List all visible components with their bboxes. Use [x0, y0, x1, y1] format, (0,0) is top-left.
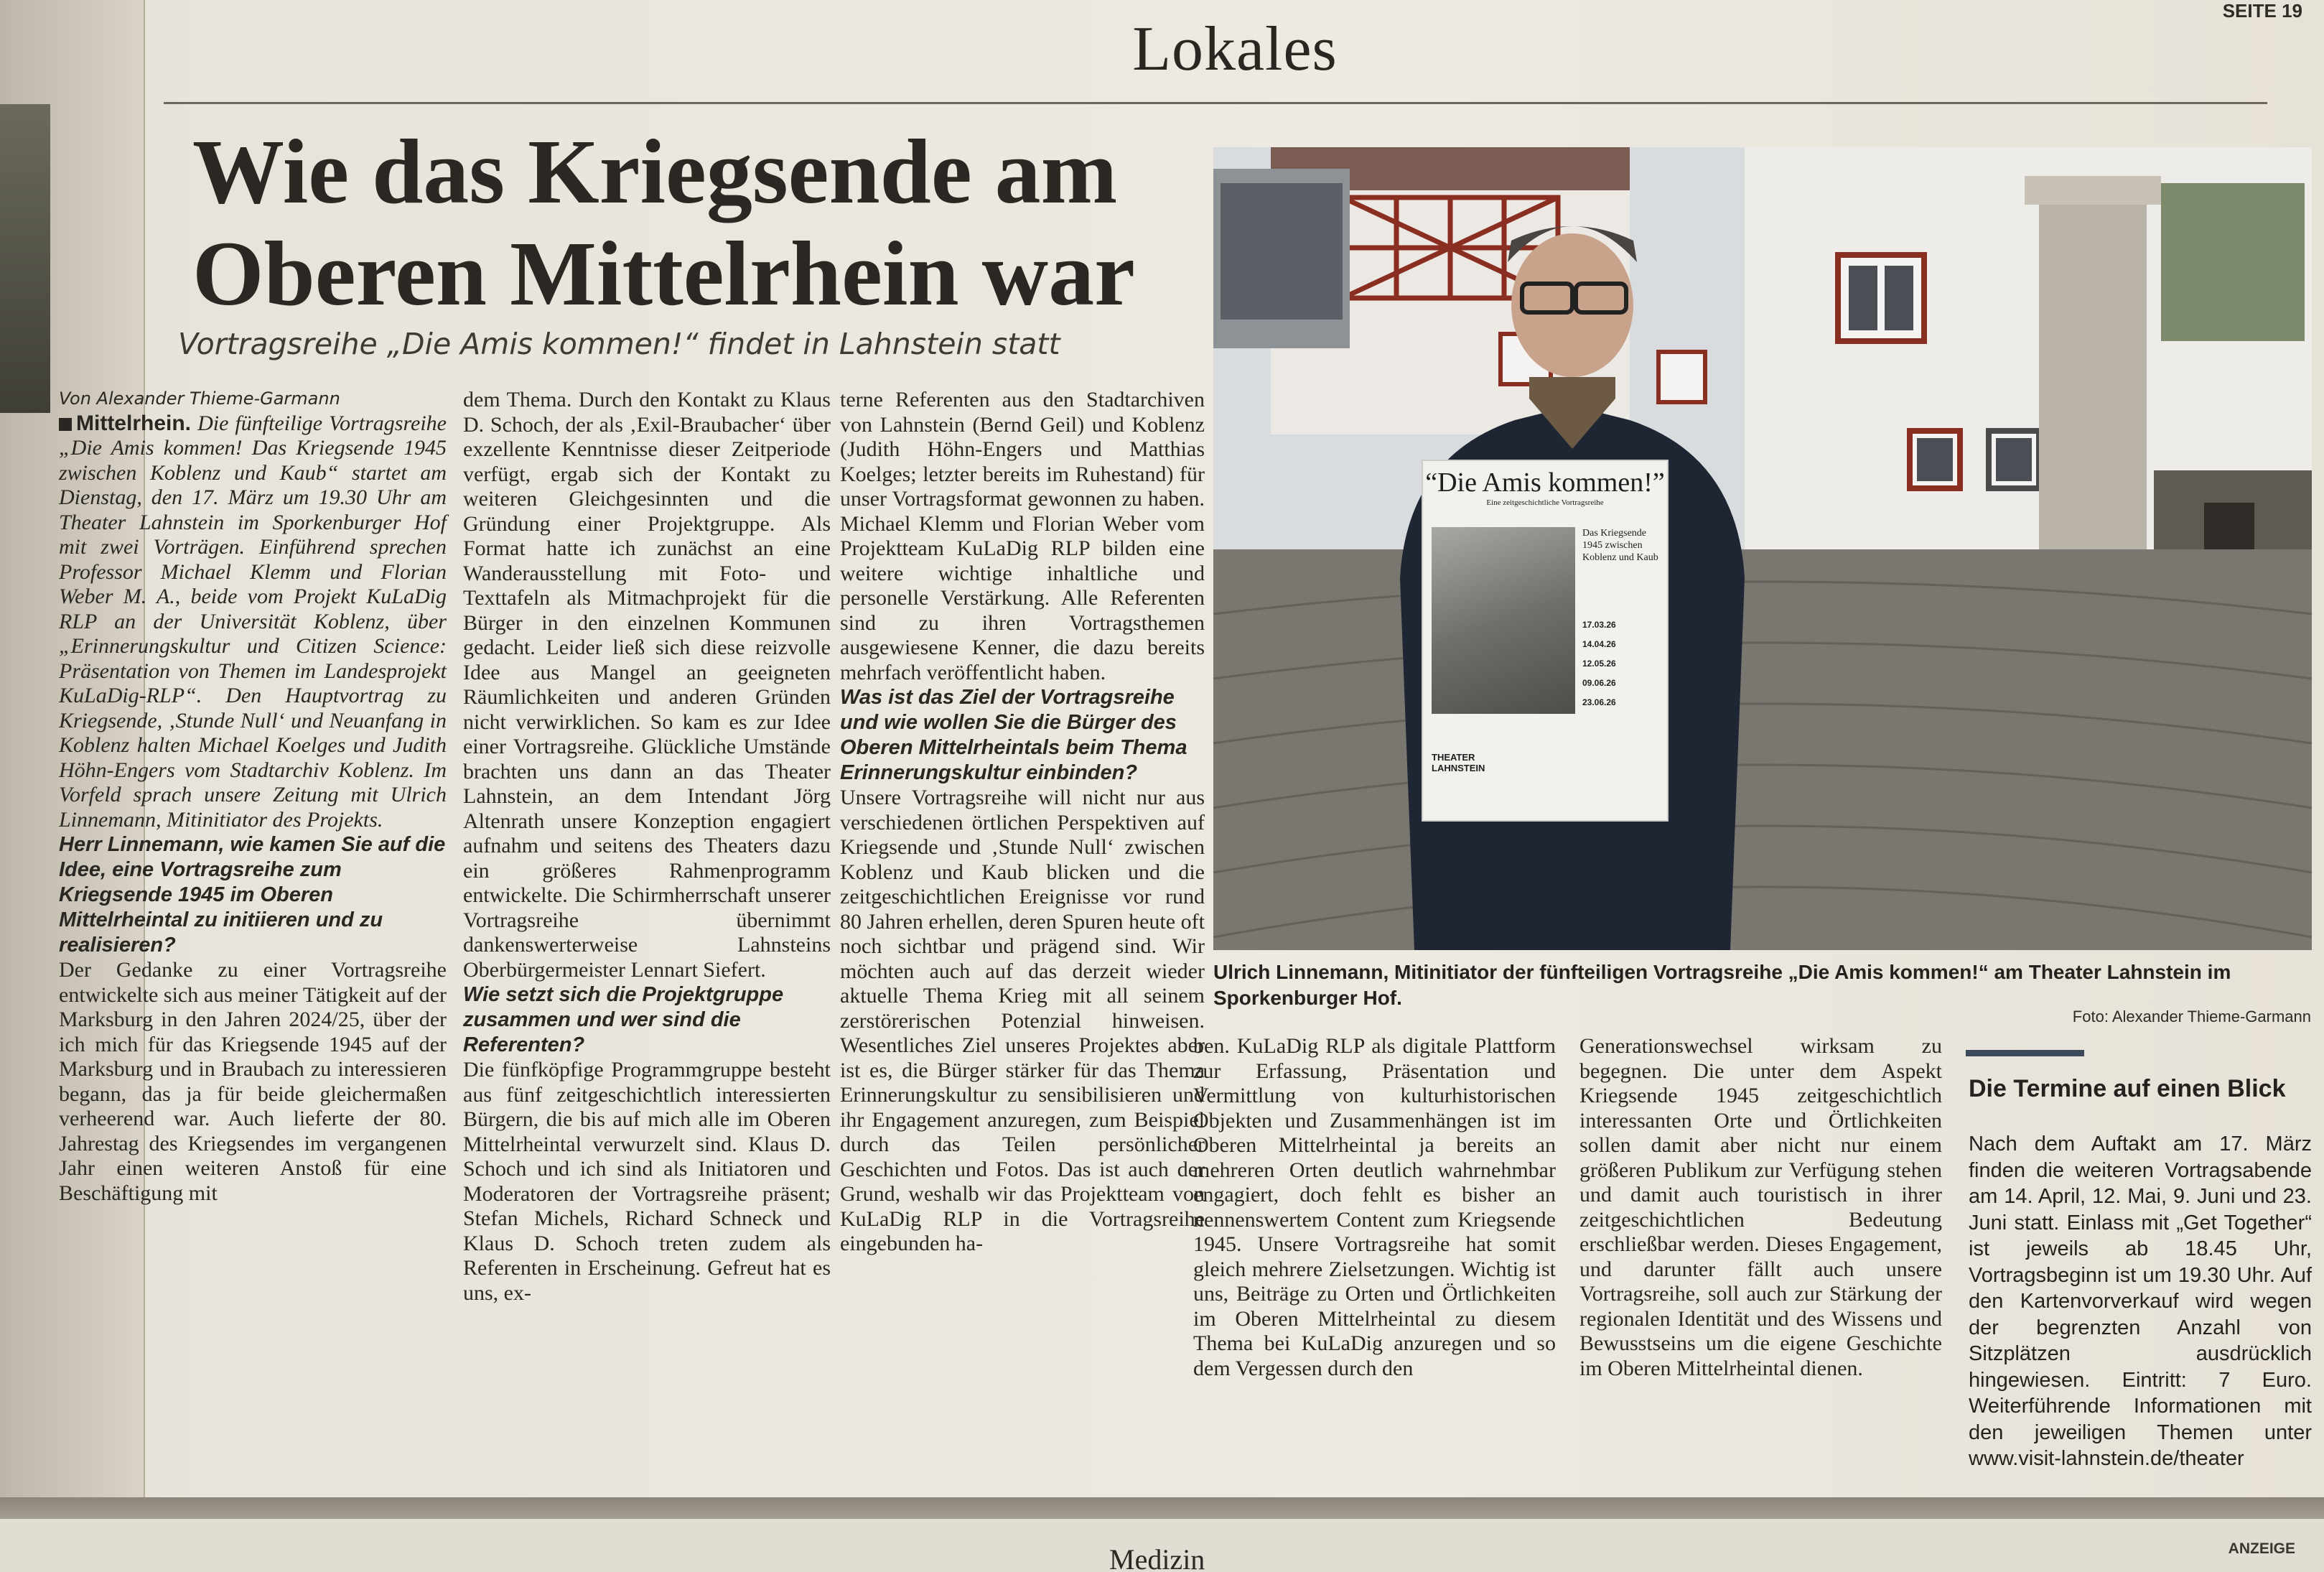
column-4-paragraph: ben. KuLaDig RLP als digitale Plattform zur Erfassung, Präsentation und Vermittlung von kulturhistorischen Objekten und Zusammenhängen ist im Oberen Mittelrheintal ja bereits an mehreren Orten deutlich wahrnehmbar engagiert, doch fehlt es bisher an nennenswertem Content zum Kriegsende 1945. Unsere Vortragsreihe hat somit gleich mehrere Zielsetzungen. Wichtig ist uns, Beiträge zu Orten und Örtlichkeiten im Oberen Mittelrheintal zu diesem Thema bei KuLaDig anzuregen und so dem Vergessen durch den	[1193, 1034, 1556, 1380]
poster-subtitle: Eine zeitgeschichtliche Vortragsreihe	[1486, 498, 1604, 507]
answer-3: Unsere Vortragsreihe will nicht nur aus verschiedenen örtlichen Perspektiven auf Kriegsende und ‚Stunde Null‘ zwischen Koblenz und Kaub blicken und die zeitgeschichtlichen Ereignisse vor rund 80 Jahren erhellen, deren Spuren heute oft noch sichtbar und prägend sind. Wir möchten auch auf das derzeit wieder aktuelle Thema Krieg mit all seinem zerstörerischen Potenzial hinweisen. Wesentliches Ziel unseres Projektes aber ist es, die Bürger stärker für das Thema Erinnerungskultur zu sensibilisieren und ihr Engagement anzuregen, zum Beispiel durch das Teilen persönlicher Geschichten und Fotos. Das ist auch der Grund, weshalb wir das Projektteam von KuLaDig RLP in die Vortragsreihe eingebunden ha-	[840, 786, 1205, 1255]
poster-date: 17.03.26	[1582, 620, 1616, 630]
infobox-title: Die Termine auf einen Blick	[1969, 1075, 2286, 1102]
poster-photo	[1432, 527, 1575, 714]
column-2-paragraph: dem Thema. Durch den Kontakt zu Klaus D. Schoch, der als ‚Exil-Braubacher‘ über exzellente Kenntnisse dieser Zeitperiode verfügt, ergab sich der Kontakt zu weiteren Gleichgesinnten und die Gründung einer Projektgruppe. Als Format hatte ich zunächst an eine Wanderausstellung mit Foto- und Texttafeln als Mitmachprojekt für die Bürger in den einzelnen Kommunen gedacht. Leider ließ sich diese reizvolle Idee aus Mangel an geeigneten Räumlichkeiten und anderen Gründen nicht verwirklichen. So kam es zur Idee einer Vortragsreihe. Glückliche Umstände brachten uns dann an das Theater Lahnstein, an dem Intendant Jörg Altenrath unsere Konzeption engagiert aufnahm und seitens des Theaters dazu ein größeres Rahmenprogramm entwickelte. Die Schirmherrschaft unserer Vortragsreihe übernimmt dankenswerterweise Lahnsteins Oberbürgermeister Lennart Siefert.	[463, 388, 831, 982]
article-column-2	[463, 388, 831, 1306]
column-3-paragraph: terne Referenten aus den Stadtarchiven von Lahnstein (Bernd Geil) und Koblenz (Judith Höhn-Engers und Matthias Koelges; letzter bereits im Ruhestand) für unser Vortragsformat gewonnen zu haben. Michael Klemm und Florian Weber vom Projektteam KuLaDig RLP bilden eine weitere wichtige inhaltliche und personelle Verstärkung. Alle Referenten sind zu ihren Vortragsthemen ausgewiesene Kenner, die dazu bereits mehrfach veröffentlicht haben.	[840, 388, 1205, 684]
poster-dates	[1582, 615, 1661, 712]
lead-paragraph	[59, 411, 447, 833]
page-number: SEITE 19	[2222, 0, 2302, 22]
byline: Von Alexander Thieme-Garmann	[59, 389, 340, 409]
poster-date: 14.04.26	[1582, 639, 1616, 649]
subheadline: Vortragsreihe „Die Amis kommen!“ findet in Lahnstein statt	[178, 327, 1060, 361]
photo-illustration	[1213, 147, 2312, 950]
column-5-paragraph: Generationswechsel wirksam zu begegnen. Die unter dem Aspekt Kriegsende 1945 zeitgeschichtlich interessanten Orte und Örtlichkeiten sollen damit aber nicht nur einem größeren Publikum zur Verfügung stehen und damit auch touristisch in ihrer zeitgeschichtlichen Bedeutung erschließbar werden. Dieses Engagement, und darunter fällt auch unsere Vortragsreihe, soll auch zur Stärkung der regionalen Identität und des Wissens und Bewusstseins um die eigene Geschichte im Oberen Mittelrheintal dienen.	[1579, 1034, 1942, 1380]
infobox-text: Nach dem Auftakt am 17. März finden die weiteren Vortragsabende am 14. April, 12. Mai, 9. Juni und 23. Juni statt. Einlass mit „Get Together“ ist jeweils ab 18.45 Uhr, Vortragsbeginn ist um 19.30 Uhr. Auf den Kartenvorverkauf wird wegen der begrenzten Anzahl von Sitzplätzen ausdrücklich hingewiesen. Eintritt: 7 Euro. Weiterführende Informationen mit den jeweiligen Themen unter www.visit-lahnstein.de/theater	[1969, 1133, 2312, 1470]
next-section-title: Medizin	[1109, 1543, 1205, 1572]
location-label	[59, 411, 191, 435]
article-photo	[1213, 147, 2312, 950]
poster-heading: Das Kriegsende 1945 zwischen Koblenz und Kaub	[1582, 528, 1658, 563]
ad-label: ANZEIGE	[2228, 1540, 2295, 1557]
answer-2: Die fünfköpfige Programmgruppe besteht aus fünf zeitgeschichtlich interessierten Bürgern, die bis auf mich alle im Oberen Mittelrheintal verwurzelt sind. Klaus D. Schoch und ich sind als Initiatoren und Moderatoren der Vortragsreihe präsent; Stefan Michels, Richard Schneck und Klaus D. Schoch treten zudem als Referenten in Erscheinung. Gefreut hat es uns, ex-	[463, 1058, 831, 1305]
poster-date: 12.05.26	[1582, 659, 1616, 669]
question-2: Wie setzt sich die Projektgruppe zusammen und wer sind die Referenten?	[463, 983, 784, 1056]
headline	[192, 121, 1233, 325]
poster-date: 09.06.26	[1582, 678, 1616, 688]
photo-credit: Foto: Alexander Thieme-Garmann	[2072, 1008, 2311, 1025]
section-title: Lokales	[1132, 14, 1338, 84]
poster-logo: THEATER LAHNSTEIN	[1432, 752, 1485, 773]
article-column-3	[840, 388, 1205, 1257]
question-1: Herr Linnemann, wie kamen Sie auf die Idee, eine Vortragsreihe zum Kriegsende 1945 im Oberen Mittelrheintal zu initiieren und zu realisieren?	[59, 833, 446, 957]
question-3: Was ist das Ziel der Vortragsreihe und wie wollen Sie die Bürger des Oberen Mittelrheintals beim Thema Erinnerungskultur einbinden?	[840, 686, 1187, 784]
article-column-4	[1193, 1034, 1556, 1381]
poster-date: 23.06.26	[1582, 697, 1616, 707]
headline-line-2: Oberen Mittelrhein war	[192, 223, 1135, 325]
answer-1: Der Gedanke zu einer Vortragsreihe entwickelte sich aus meiner Tätigkeit auf der Marksburg in den Jahren 2024/25, über der ich mich für das Kriegsende 1945 auf der Marksburg und in Braubach zu interessieren begann, das ja für beide gleichermaßen verheerend war. Auch lieferte der 80. Jahrestag des Kriegsendes im vergangenen Jahr einen weiteren Anstoß für eine Beschäftigung mit	[59, 958, 447, 1205]
location-marker	[59, 418, 72, 431]
article-column-1	[59, 386, 447, 1206]
previous-page-photo	[0, 104, 50, 413]
footer-band	[0, 1497, 2324, 1519]
location-text: Mittelrhein.	[76, 411, 192, 435]
photo-caption: Ulrich Linnemann, Mitinitiator der fünfteiligen Vortragsreihe „Die Amis kommen!“ am Theater Lahnstein im Sporkenburger Hof.	[1213, 961, 2231, 1009]
article-column-5	[1579, 1034, 1942, 1381]
headline-line-1: Wie das Kriegsende am	[192, 121, 1118, 223]
poster-title: “Die Amis kommen!”	[1425, 468, 1665, 498]
lead-text: Die fünfteilige Vortragsreihe „Die Amis kommen! Das Kriegsende 1945 zwischen Koblenz und Kaub“ startet am Dienstag, den 17. März um 19.30 Uhr am Theater Lahnstein im Sporkenburger Hof mit zwei Vorträgen. Einführend sprechen Professor Michael Klemm und Florian Weber M. A., beide vom Projekt KuLaDig RLP an der Universität Koblenz, über „Erinnerungskultur und Citizen Science: Präsentation von Themen im Landesprojekt KuLaDig-RLP“. Den Hauptvortrag zu Kriegsende, ‚Stunde Null‘ und Neuanfang in Koblenz halten Michael Koelges und Judith Höhn-Engers vom Stadtarchiv Koblenz. Im Vorfeld sprach unsere Zeitung mit Ulrich Linnemann, Mitinitiator des Projekts.	[59, 411, 447, 832]
event-poster	[1422, 460, 1669, 822]
header-rule	[164, 102, 2267, 104]
infobox-accent-bar	[1966, 1050, 2084, 1056]
